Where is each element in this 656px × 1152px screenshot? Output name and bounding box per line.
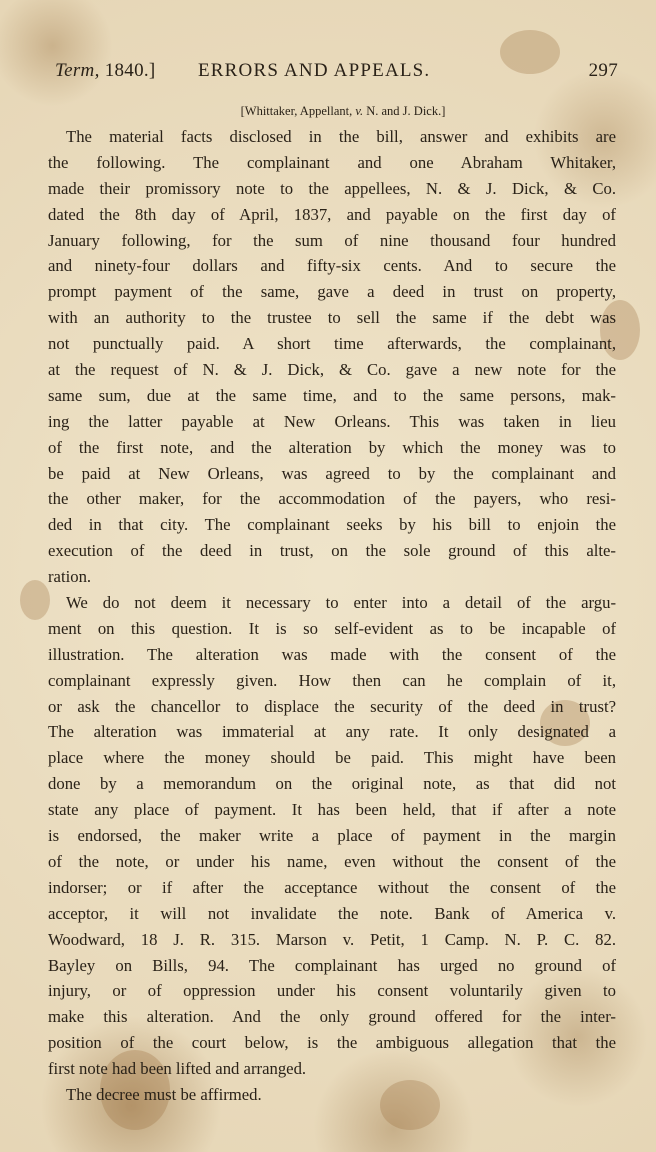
- header-term-label: Term,: [55, 60, 100, 81]
- text-line: same sum, due at the same time, and to the same persons, mak-: [48, 385, 616, 405]
- text-line: execution of the deed in trust, on the sole ground of this alte-: [48, 541, 616, 561]
- text-line: with an authority to the trustee to sell the same if the debt was: [48, 308, 616, 328]
- text-line: The material facts disclosed in the bill, answer and exhibits are: [66, 127, 616, 146]
- text-line: state any place of payment. It has been held, that if after a note: [48, 800, 616, 820]
- text-line: illustration. The alteration was made with the consent of the: [48, 644, 616, 664]
- text-line: the following. The complainant and one Abraham Whitaker,: [48, 152, 616, 172]
- running-header: [55, 60, 618, 88]
- text-line: The decree must be affirmed.: [66, 1084, 262, 1104]
- text-line: not punctually paid. A short time afterwards, the complainant,: [48, 334, 616, 354]
- text-line: ing the latter payable at New Orleans. This was taken in lieu: [48, 411, 616, 431]
- page-number: 297: [588, 60, 618, 81]
- text-line: dated the 8th day of April, 1837, and payable on the first day of: [48, 204, 616, 224]
- header-term: [55, 60, 156, 82]
- text-line: of the first note, and the alteration by which the money was to: [48, 437, 616, 457]
- case-caption: [0, 104, 656, 119]
- text-line: the other maker, for the accommodation of the payers, who resi-: [48, 489, 616, 509]
- caption-versus: v.: [355, 104, 364, 118]
- text-line: acceptor, it will not invalidate the note. Bank of America v.: [48, 903, 616, 923]
- text-line: injury, or of oppression under his consent voluntarily given to: [48, 981, 616, 1001]
- text-line: of the note, or under his name, even without the consent of the: [48, 851, 616, 871]
- text-line: ded in that city. The complainant seeks by his bill to enjoin the: [48, 515, 616, 535]
- caption-open: [Whittaker, Appellant,: [240, 104, 356, 118]
- text-line: or ask the chancellor to displace the security of the deed in trust?: [48, 696, 616, 716]
- caption-close: N. and J. Dick.]: [363, 104, 446, 118]
- text-line: at the request of N. & J. Dick, & Co. gave a new note for the: [48, 360, 616, 380]
- header-term-year: 1840.]: [104, 60, 156, 81]
- text-line: complainant expressly given. How then can he complain of it,: [48, 670, 616, 690]
- text-line: be paid at New Orleans, was agreed to by the complainant and: [48, 463, 616, 483]
- text-line: January following, for the sum of nine thousand four hundred: [48, 230, 616, 250]
- text-line: is endorsed, the maker write a place of payment in the margin: [48, 826, 616, 846]
- text-line: prompt payment of the same, gave a deed in trust on property,: [48, 282, 616, 302]
- text-line: ration.: [48, 567, 92, 587]
- header-title: ERRORS AND APPEALS.: [198, 60, 431, 81]
- text-line: Woodward, 18 J. R. 315. Marson v. Petit, 1 Camp. N. P. C. 82.: [48, 929, 616, 949]
- text-line: made their promissory note to the appellees, N. & J. Dick, & Co.: [48, 178, 616, 198]
- text-line: place where the money should be paid. This might have been: [48, 748, 616, 768]
- text-line: make this alteration. And the only ground offered for the inter-: [48, 1007, 616, 1027]
- text-line: indorser; or if after the acceptance without the consent of the: [48, 877, 616, 897]
- text-line: We do not deem it necessary to enter into a detail of the argu-: [66, 593, 616, 613]
- text-line: and ninety-four dollars and fifty-six cents. And to secure the: [48, 256, 616, 276]
- text-line: done by a memorandum on the original note, as that did not: [48, 774, 616, 794]
- text-line: ment on this question. It is so self-evident as to be incapable of: [48, 618, 616, 638]
- text-line: The alteration was immaterial at any rate. It only designated a: [48, 722, 616, 742]
- text-line: first note had been lifted and arranged.: [48, 1059, 307, 1079]
- opinion-text: [48, 124, 616, 1108]
- text-line: position of the court below, is the ambiguous allegation that the: [48, 1033, 616, 1053]
- text-line: Bayley on Bills, 94. The complainant has urged no ground of: [48, 955, 616, 975]
